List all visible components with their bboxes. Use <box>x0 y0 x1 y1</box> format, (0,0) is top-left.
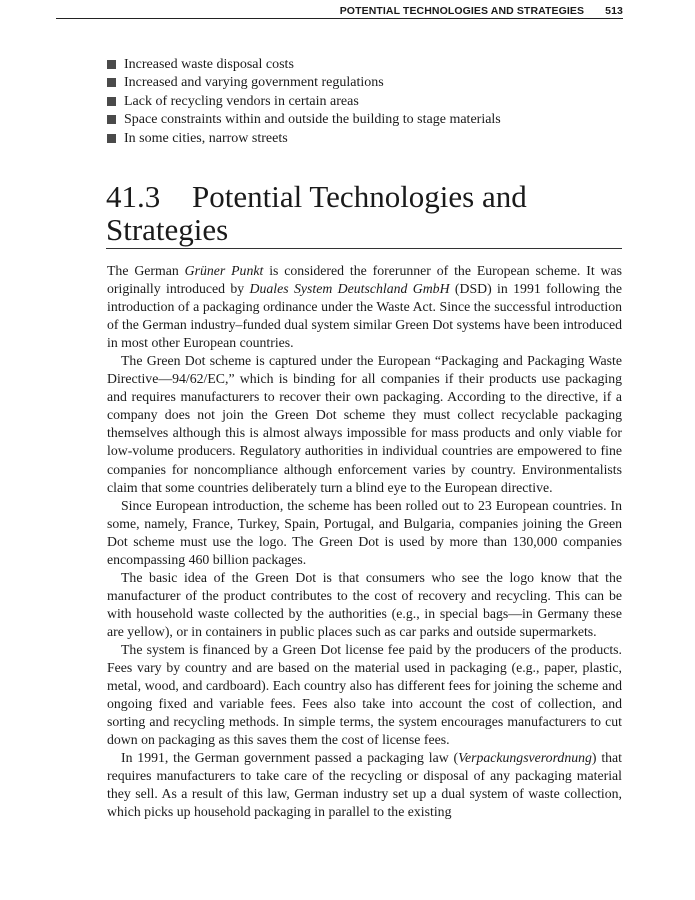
square-bullet-icon <box>107 60 116 69</box>
square-bullet-icon <box>107 134 116 143</box>
list-item: Increased waste disposal costs <box>107 56 627 74</box>
paragraph: In 1991, the German government passed a packaging law (Verpackungsverordnung) that requires manufacturers to take care of the recycling or disposal of any packaging material they sell. As a result of this law, German industry set up a dual system of waste collection, which picks up household packaging in parallel to the existing <box>107 750 623 820</box>
paragraph: The German Grüner Punkt is considered the forerunner of the European scheme. It was originally introduced by Duales System Deutschland GmbH (DSD) in 1991 following the introduction of a packaging ordinance under the Waste Act. Since the successful introduction of the German industry–funded dual system similar Green Dot systems have been introduced in most other European countries. <box>107 263 622 351</box>
square-bullet-icon <box>107 78 116 87</box>
section-heading <box>106 180 622 249</box>
square-bullet-icon <box>107 97 116 106</box>
running-head <box>56 4 623 19</box>
bullet-list <box>107 56 627 148</box>
square-bullet-icon <box>107 115 116 124</box>
list-item: Increased and varying government regulations <box>107 74 627 92</box>
running-head-title: POTENTIAL TECHNOLOGIES AND STRATEGIES <box>339 5 585 17</box>
section-number: 41.3 <box>106 179 161 214</box>
body-text <box>107 262 622 821</box>
paragraph: The Green Dot scheme is captured under the European “Packaging and Packaging Waste Directive—94/62/EC,” which is binding for all companies if their products use packaging and requires manufacturers to recover their own packaging. According to the directive, if a company does not join the Green Dot scheme they must collect recyclable packaging themselves although this is almost always impossible for mass products and only viable for low-volume producers. Regulatory authorities in individual countries are empowered to fine companies for noncompliance although enforcement varies by country. Environmentalists claim that some countries deliberately turn a blind eye to the European directive. <box>107 353 622 495</box>
paragraph: Since European introduction, the scheme has been rolled out to 23 European countries. In some, namely, France, Turkey, Spain, Portugal, and Bulgaria, companies joining the Green Dot scheme must use the logo. The Green Dot is used by more than 130,000 companies encompassing 460 billion packages. <box>107 497 622 567</box>
paragraph: The basic idea of the Green Dot is that consumers who see the logo know that the manufacturer of the product contributes to the cost of recovery and recycling. This can be with household waste collected by the authorities (e.g., in special bags—in Germany these are yellow), or in containers in public places such as car parks and outside supermarkets. <box>107 569 622 639</box>
section-title: Potential Technologies and Strategies <box>106 179 527 247</box>
list-item: Lack of recycling vendors in certain areas <box>107 93 627 111</box>
list-item: In some cities, narrow streets <box>107 130 627 148</box>
page-number: 513 <box>605 5 623 17</box>
list-item: Space constraints within and outside the building to stage materials <box>107 111 627 129</box>
paragraph: The system is financed by a Green Dot license fee paid by the producers of the products. Fees vary by country and are based on the material used in packaging (e.g., paper, plastic, metal, wood, and cardboard). Each country also has different fees for joining the scheme and ongoing fixed and variable fees. Fees also take into account the cost of collection, and sorting and recycling methods. In simple terms, the system encourages manufacturers to cut down on packaging as this saves them the cost of license fees. <box>107 641 622 748</box>
